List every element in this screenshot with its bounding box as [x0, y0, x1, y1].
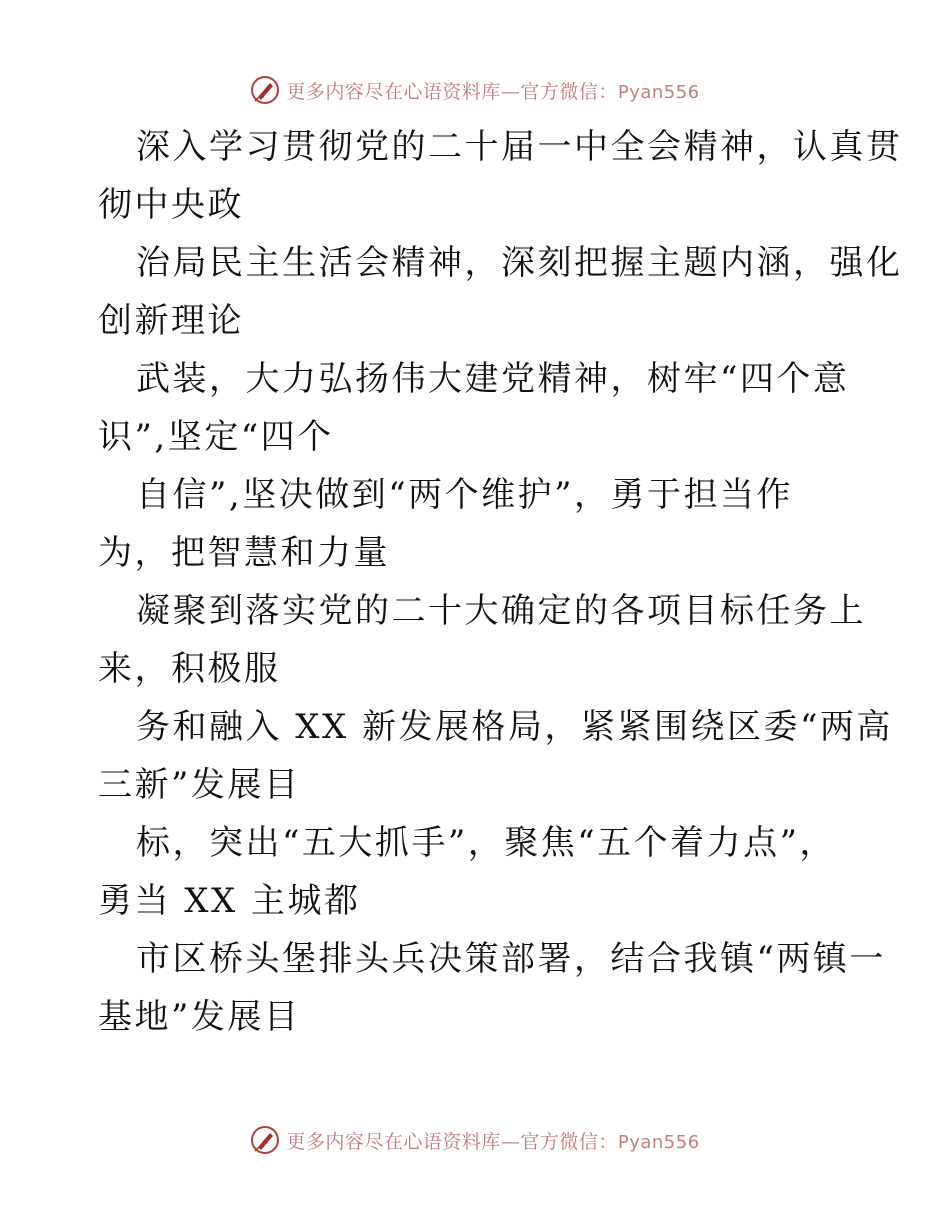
- pen-logo-icon: [250, 75, 280, 105]
- watermark-title: 更多内容尽在心语资料库: [286, 80, 501, 103]
- paragraph-line: 武装，大力弘扬伟大建党精神，树牢“四个意: [136, 359, 850, 399]
- paragraph: [98, 930, 886, 1046]
- paragraph-line: 市区桥头堡排头兵决策部署，结合我镇“两镇一: [136, 939, 886, 979]
- watermark-wechat-id: Pyan556: [617, 81, 700, 103]
- document-body: [98, 118, 903, 1046]
- watermark-wechat-label: 官方微信：: [520, 1130, 618, 1153]
- watermark-separator: —: [500, 80, 521, 103]
- paragraph: [98, 350, 858, 466]
- watermark-title: 更多内容尽在心语资料库: [286, 1130, 501, 1153]
- paragraph: [98, 582, 866, 698]
- pen-logo-icon: [250, 1125, 280, 1155]
- watermark-wechat-id: Pyan556: [617, 1131, 700, 1153]
- footer-watermark-banner: [0, 1120, 950, 1160]
- paragraph-line: 深入学习贯彻党的二十届一中全会精神，认真贯: [136, 127, 903, 167]
- paragraph-line: 来，积极服: [98, 649, 281, 689]
- watermark-wechat-label: 官方微信：: [520, 80, 618, 103]
- paragraph: [98, 814, 858, 930]
- watermark-text: [286, 1127, 699, 1154]
- paragraph-line: 三新”发展目: [98, 765, 301, 805]
- paragraph: [98, 698, 893, 814]
- paragraph-line: 创新理论: [98, 301, 244, 341]
- paragraph-line: 标，突出“五大抓手”，聚焦“五个着力点”，: [136, 823, 837, 863]
- paragraph: [98, 466, 858, 582]
- paragraph: [98, 118, 903, 234]
- watermark-text: [286, 77, 699, 104]
- paragraph-line: 识”,坚定“四个: [98, 417, 334, 457]
- paragraph-line: 彻中央政: [98, 185, 244, 225]
- paragraph-line: 自信”,坚决做到“两个维护”，勇于担当作: [136, 475, 793, 515]
- paragraph-line: 勇当 XX 主城都: [98, 881, 361, 921]
- paragraph-line: 务和融入 XX 新发展格局，紧紧围绕区委“两高: [136, 707, 893, 747]
- paragraph-line: 凝聚到落实党的二十大确定的各项目标任务上: [136, 591, 866, 631]
- header-watermark-banner: [0, 70, 950, 110]
- paragraph: [98, 234, 903, 350]
- paragraph-line: 为，把智慧和力量: [98, 533, 390, 573]
- watermark-separator: —: [500, 1130, 521, 1153]
- paragraph-line: 基地”发展目: [98, 997, 301, 1037]
- paragraph-line: 治局民主生活会精神，深刻把握主题内涵，强化: [136, 243, 903, 283]
